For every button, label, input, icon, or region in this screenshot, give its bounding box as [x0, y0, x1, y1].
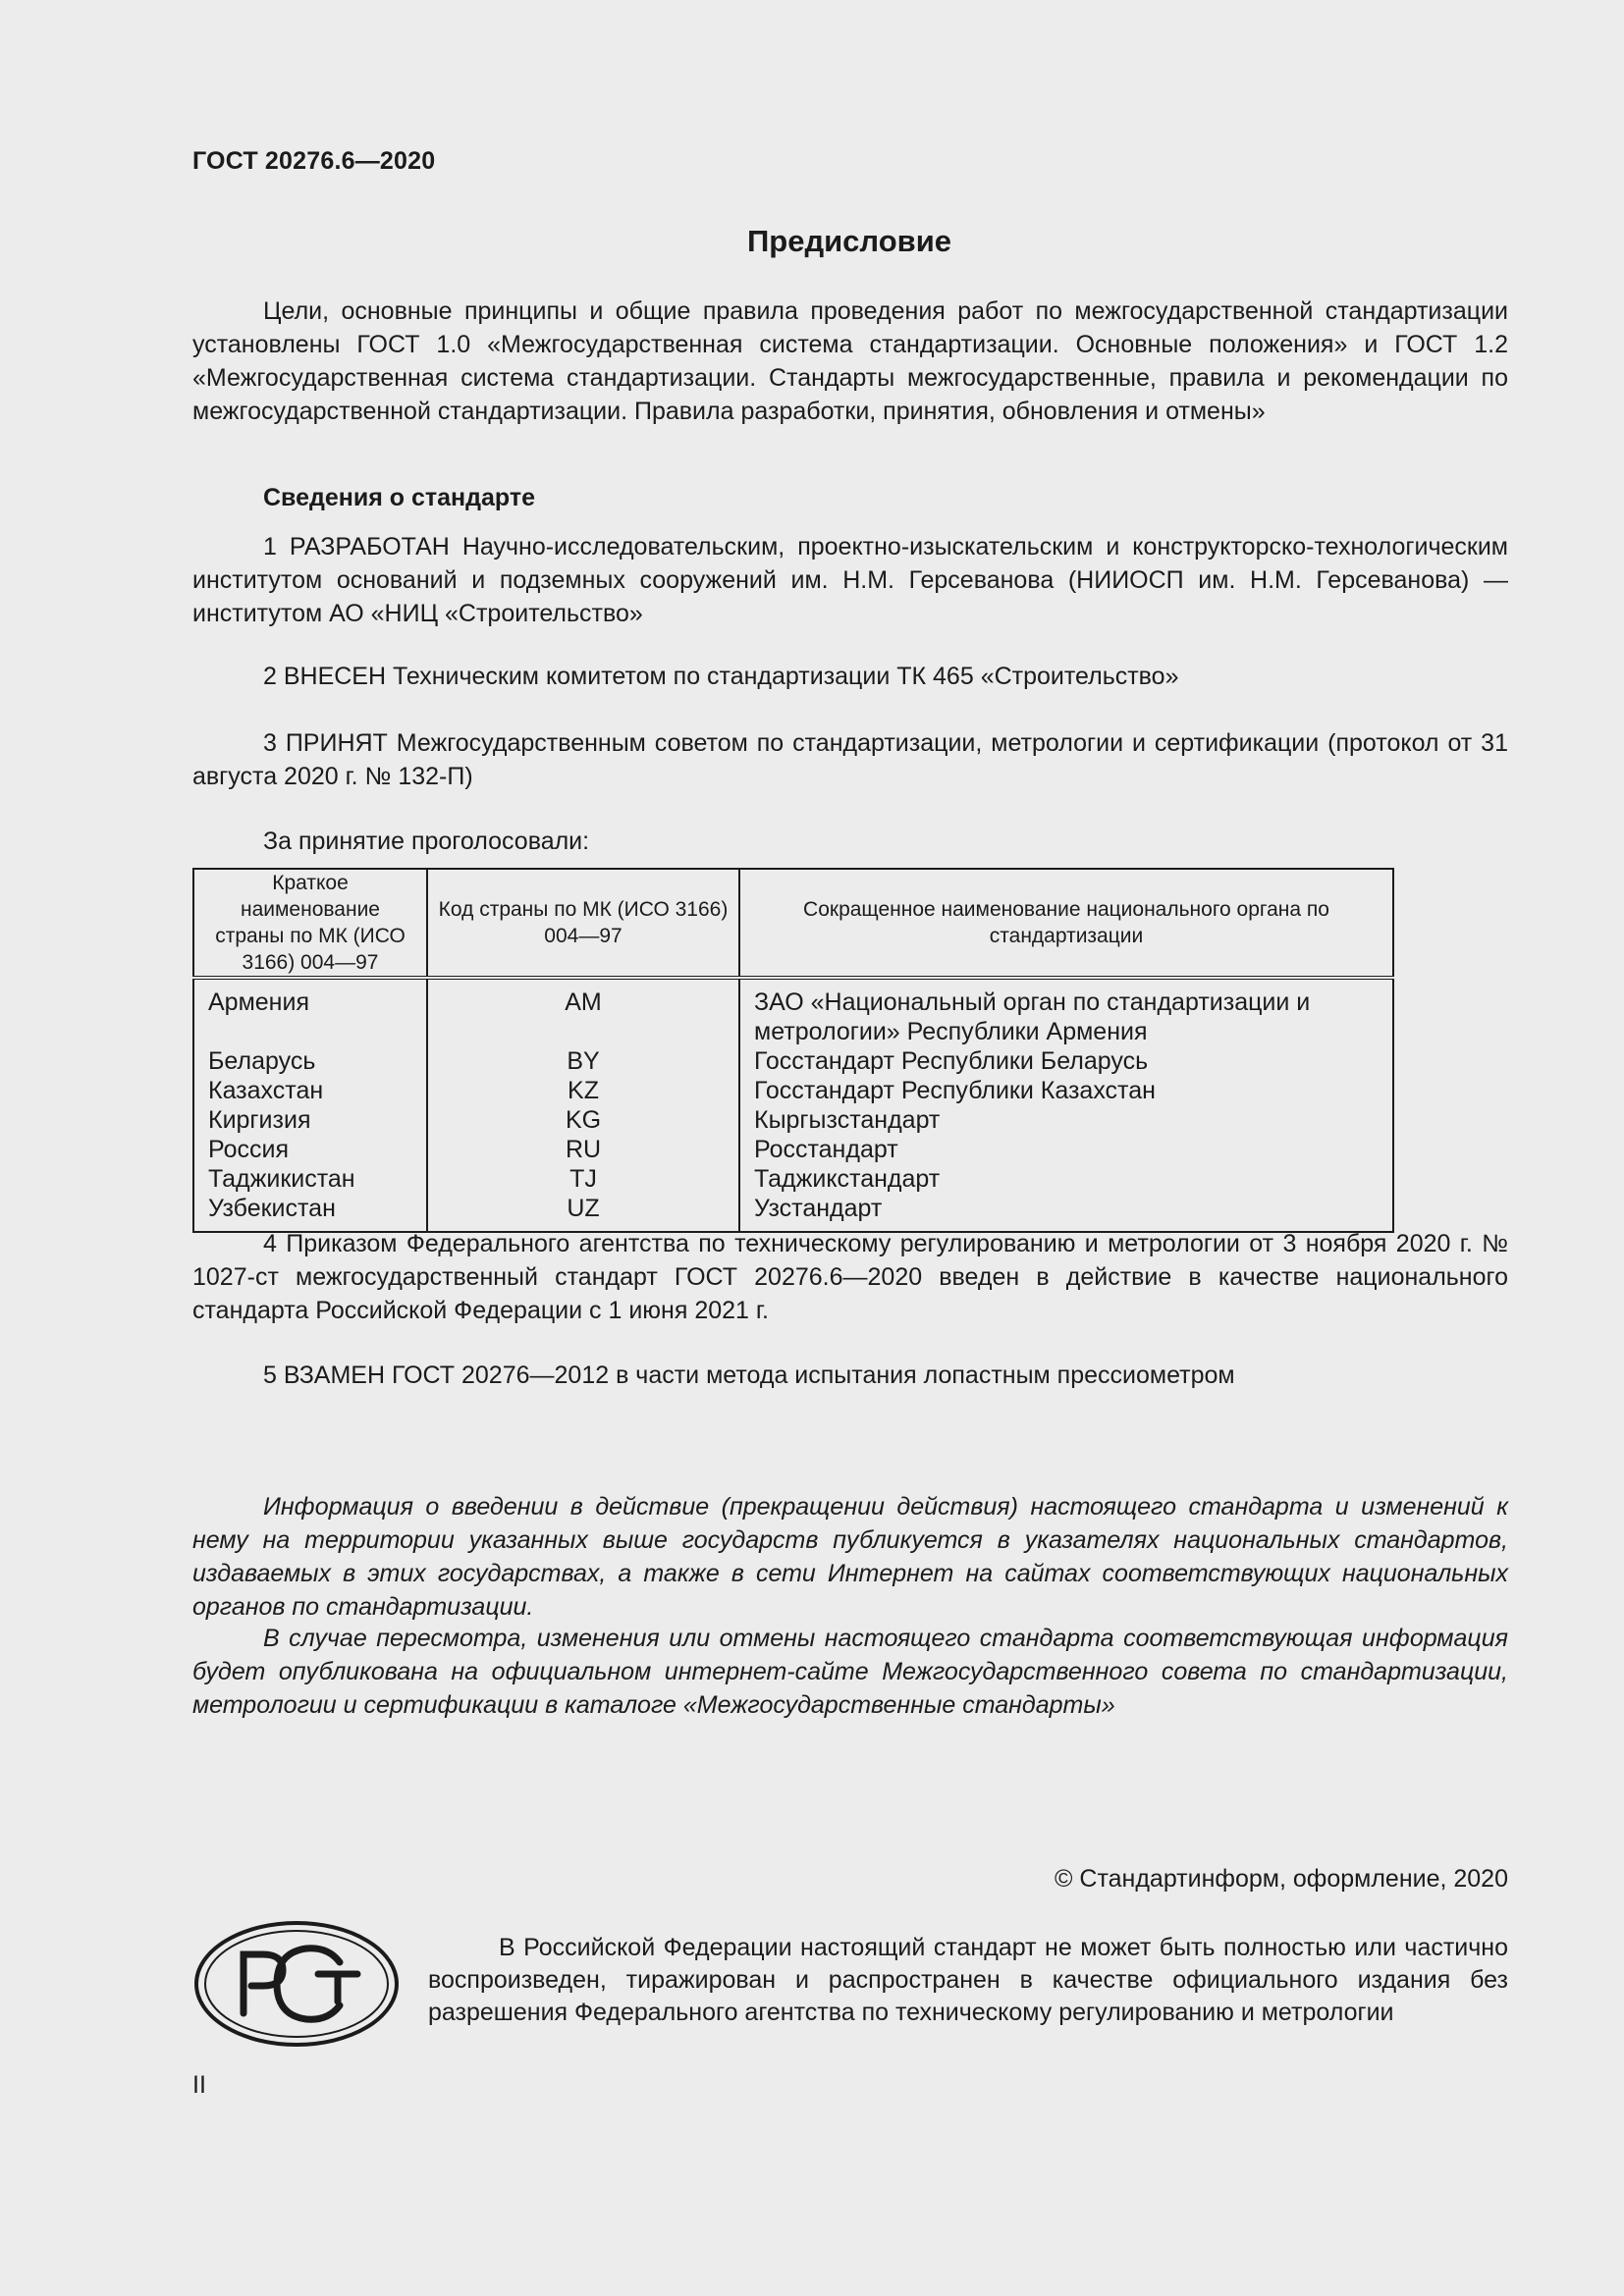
- info-heading: Сведения о стандарте: [263, 484, 536, 511]
- gost-r-logo-icon: [192, 1919, 401, 2054]
- item-order: 4 Приказом Федерального агентства по техническому регулированию и метрологии от 3 ноября 2020 г. № 1027-ст межгосударственный стандарт ГОСТ 20276.6—2020 введен в действие в качестве национального стандарта Российской Федерации с 1 июня 2021 г.: [192, 1230, 1508, 1324]
- voted-label: За принятие проголосовали:: [263, 828, 590, 855]
- table-header-country: Краткое наименование страны по МК (ИСО 3166) 004—97: [193, 869, 427, 978]
- country-cell: Узбекистан: [193, 1194, 427, 1232]
- table-row: [193, 1164, 1393, 1194]
- item-introduced: 2 ВНЕСЕН Техническим комитетом по стандартизации ТК 465 «Строительство»: [263, 663, 1179, 690]
- document-number: ГОСТ 20276.6—2020: [192, 147, 436, 175]
- table-row: [193, 1076, 1393, 1105]
- item-adopted: 3 ПРИНЯТ Межгосударственным советом по стандартизации, метрологии и сертификации (протокол от 31 августа 2020 г. № 132-П): [192, 729, 1508, 790]
- code-cell: KZ: [427, 1076, 739, 1105]
- code-cell: AM: [427, 978, 739, 1046]
- page-number: II: [192, 2071, 206, 2099]
- table-row: [193, 978, 1393, 1046]
- code-cell: KG: [427, 1105, 739, 1135]
- country-cell: Киргизия: [193, 1105, 427, 1135]
- table-row: [193, 1135, 1393, 1164]
- body-cell: Росстандарт: [754, 1136, 898, 1163]
- page-title: Предисловие: [746, 224, 951, 258]
- code-cell: UZ: [427, 1194, 739, 1232]
- body-cell: ЗАО «Национальный орган по стандартизации и метрологии» Республики Армения: [754, 988, 1311, 1045]
- country-cell: Армения: [193, 978, 427, 1046]
- code-cell: RU: [427, 1135, 739, 1164]
- table-row: [193, 1046, 1393, 1076]
- intro-paragraph: Цели, основные принципы и общие правила проведения работ по межгосударственной стандартизации установлены ГОСТ 1.0 «Межгосударственная система стандартизации. Основные положения» и ГОСТ 1.2 «Межгосударственная система стандартизации. Стандарты межгосударственные, правила и рекомендации по межгосударственной стандартизации. Правила разработки, принятия, обновления и отмены»: [192, 297, 1508, 425]
- voting-table: [192, 868, 1394, 1233]
- body-cell: Таджикстандарт: [754, 1165, 941, 1193]
- body-cell: Госстандарт Республики Беларусь: [754, 1047, 1149, 1075]
- table-header-body: Сокращенное наименование национального органа по стандартизации: [739, 869, 1393, 978]
- copyright-line: © Стандартинформ, оформление, 2020: [1055, 1865, 1508, 1893]
- table-header-code: Код страны по МК (ИСО 3166) 004—97: [427, 869, 739, 978]
- country-cell: Таджикистан: [193, 1164, 427, 1194]
- code-cell: BY: [427, 1046, 739, 1076]
- body-cell: Кыргызстандарт: [754, 1106, 941, 1134]
- table-header-row: [193, 869, 1393, 978]
- table-row: [193, 1105, 1393, 1135]
- rights-notice: В Российской Федерации настоящий стандарт не может быть полностью или частично воспроизведен, тиражирован и распространен в качестве официального издания без разрешения Федерального агентства по техническому регулированию и метрологии: [428, 1934, 1508, 2026]
- country-cell: Россия: [193, 1135, 427, 1164]
- code-cell: TJ: [427, 1164, 739, 1194]
- item-replaces: 5 ВЗАМЕН ГОСТ 20276—2012 в части метода испытания лопастным прессиометром: [263, 1362, 1235, 1389]
- notice-paragraph-2: В случае пересмотра, изменения или отмены настоящего стандарта соответствующая информация будет опубликована на официальном интернет-сайте Межгосударственного совета по стандартизации, метрологии и сертификации в каталоге «Межгосударственные стандарты»: [192, 1625, 1508, 1719]
- notice-paragraph-1: Информация о введении в действие (прекращении действия) настоящего стандарта и изменений к нему на территории указанных выше государств публикуется в указателях национальных стандартов, издаваемых в этих государствах, а также в сети Интернет на сайтах соответствующих национальных органов по стандартизации.: [192, 1493, 1508, 1621]
- body-cell: Госстандарт Республики Казахстан: [754, 1077, 1156, 1104]
- item-developed: 1 РАЗРАБОТАН Научно-исследовательским, проектно-изыскательским и конструкторско-технологическим институтом оснований и подземных сооружений им. Н.М. Герсеванова (НИИОСП им. Н.М. Герсеванова) — институтом АО «НИЦ «Строительство»: [192, 533, 1508, 627]
- country-cell: Казахстан: [193, 1076, 427, 1105]
- body-cell: Узстандарт: [754, 1195, 883, 1222]
- country-cell: Беларусь: [193, 1046, 427, 1076]
